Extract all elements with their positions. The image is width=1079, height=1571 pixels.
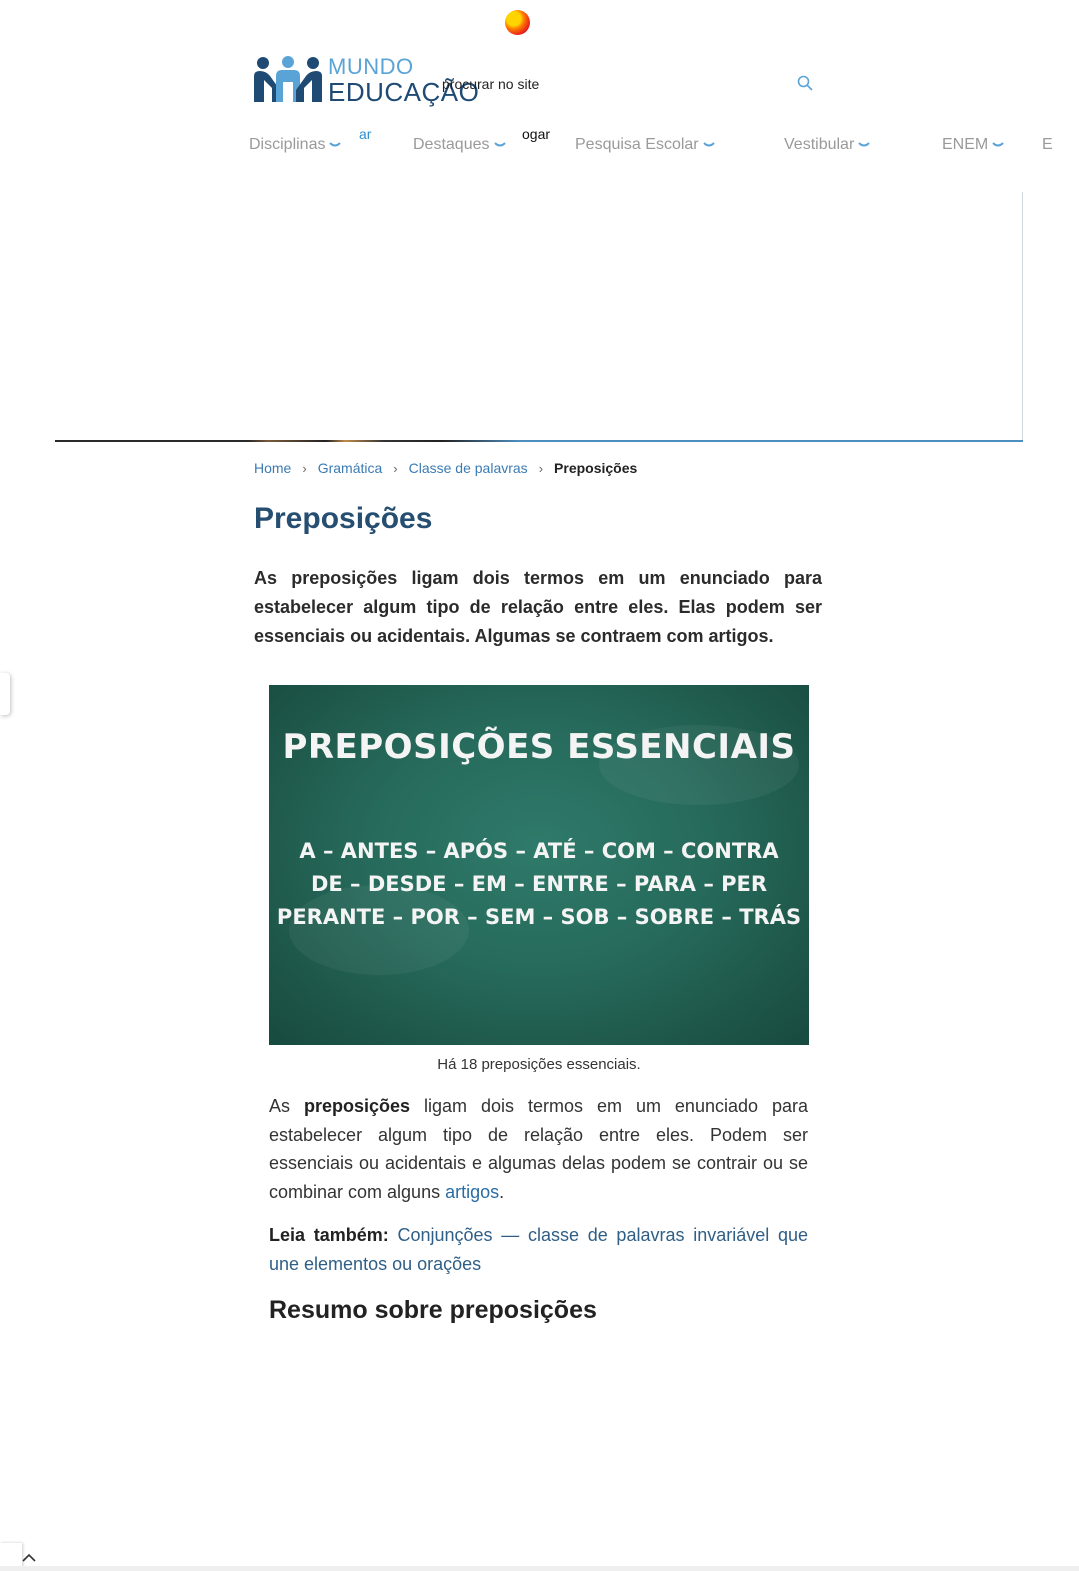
main-nav [249,126,1079,162]
read-also-link[interactable]: Conjunções — classe de palavras invariável que une elementos ou orações [269,1225,808,1274]
overlapping-nav-fragment: ar [359,126,372,142]
breadcrumb-separator: › [302,460,307,476]
nav-item-enem[interactable] [942,136,1004,154]
chevron-up-icon [21,1553,37,1563]
image-line: PERANTE – POR – SEM – SOB – SOBRE – TRÁS [276,905,802,929]
section-heading: Resumo sobre preposições [269,1296,597,1324]
overlapping-nav-fragment: ogar [522,126,551,142]
nav-item-vestibular[interactable] [784,136,870,154]
nav-item-disciplinas[interactable] [249,136,341,154]
chevron-down-icon [494,141,506,149]
article-paragraph [269,1092,808,1206]
chevron-down-icon [703,141,715,149]
chalk-smudge [289,885,469,975]
breadcrumb [254,460,637,476]
article-image [269,685,809,1045]
read-also [269,1221,808,1278]
image-line: DE – DESDE – EM – ENTRE – PARA – PER [310,872,768,896]
nav-item-label: Destaques [413,136,490,153]
breadcrumb-separator: › [393,460,398,476]
paragraph-text: . [499,1181,505,1202]
paragraph-text: ligam dois termos em um enunciado para estabelecer algum tipo de relação entre eles. Podem ser essenciais ou acidentais e algumas delas podem se contrair ou se combinar com alguns [269,1096,808,1202]
search-icon[interactable] [797,75,813,91]
side-drawer-handle[interactable] [0,673,10,715]
nav-item-label: E [1042,136,1053,153]
image-caption: Há 18 preposições essenciais. [437,1056,641,1073]
search-input[interactable] [442,70,782,98]
nav-item-label: Pesquisa Escolar [575,136,699,153]
nav-item-label: Vestibular [784,136,855,153]
bold-term: preposições [303,1096,411,1116]
site-search [442,70,820,98]
chevron-down-icon [329,141,341,149]
read-also-label: Leia também: [269,1225,389,1245]
site-logo[interactable] [252,54,480,112]
brand-line1: MUNDO [328,54,414,79]
bottom-bar [0,1566,1079,1571]
page-title: Preposições [254,502,433,535]
people-logo-icon [252,56,324,104]
link-artigos[interactable]: artigos [445,1181,500,1202]
breadcrumb-gramatica[interactable]: Gramática [317,460,383,476]
header-divider [55,440,1023,442]
paragraph-text: As [269,1096,304,1116]
chevron-down-icon [992,141,1004,149]
breadcrumb-current: Preposições [554,460,638,476]
nav-item-destaques[interactable] [413,136,506,154]
nav-item-truncated[interactable] [1042,136,1053,154]
nav-item-label: Disciplinas [249,136,326,153]
chevron-down-icon [858,141,870,149]
image-heading: PREPOSIÇÕES ESSENCIAIS [282,727,796,767]
breadcrumb-home[interactable]: Home [254,460,292,476]
ad-placeholder [55,192,1023,441]
nav-item-label: ENEM [942,136,989,153]
image-line: A – ANTES – APÓS – ATÉ – COM – CONTRA [299,839,779,863]
breadcrumb-classe-de-palavras[interactable]: Classe de palavras [408,460,528,476]
nav-item-pesquisa-escolar[interactable] [575,136,715,154]
brand-line2: EDUCAÇÃO [328,77,480,107]
article-lead: As preposições ligam dois termos em um enunciado para estabelecer algum tipo de relação entre eles. Elas podem ser essenciais ou acidentais. Algumas se contraem com artigos. [254,568,822,646]
partner-logo-icon[interactable] [505,10,530,35]
breadcrumb-separator: › [538,460,544,476]
